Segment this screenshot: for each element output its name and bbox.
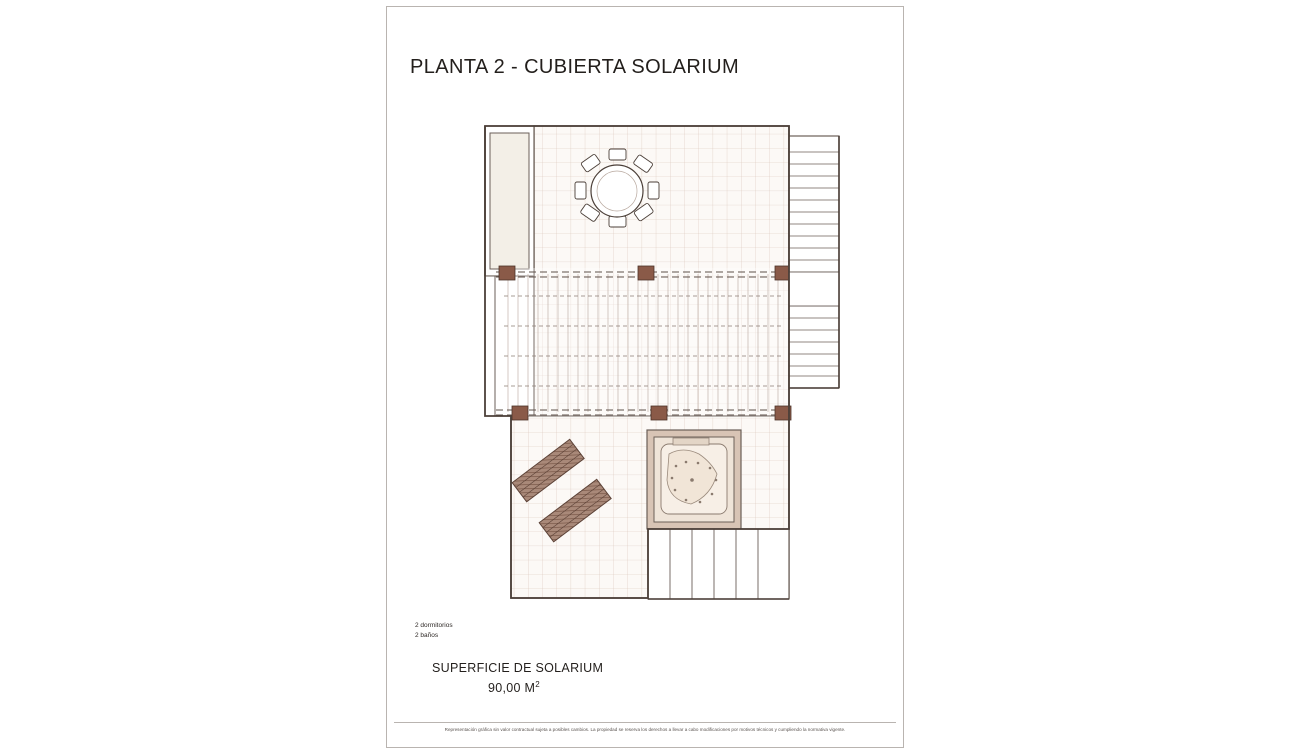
disclaimer-text: Representación gráfica sin valor contractual sujeta a posibles cambios. La propiedad se reserva los derechos a llevar a cabo modificaciones por motivos técnicos y cumpliendo la normativa vigente. (444, 727, 846, 732)
area-value (488, 680, 540, 695)
page-title: PLANTA 2 - CUBIERTA SOLARIUM (410, 56, 740, 78)
floorplan-drawing (386, 6, 904, 748)
pergola (496, 266, 791, 420)
railing (648, 529, 789, 599)
area-value-exponent: 2 (535, 680, 541, 689)
spec-bedrooms: 2 dormitorios (415, 622, 453, 629)
planter-box (485, 126, 534, 276)
footer-divider (394, 722, 896, 723)
left-parapet (485, 276, 495, 416)
staircase (789, 136, 839, 388)
jacuzzi (647, 430, 741, 529)
area-value-number: 90,00 M (488, 681, 536, 696)
unit-specs (415, 621, 453, 640)
area-label: SUPERFICIE DE SOLARIUM (432, 661, 604, 675)
spec-bathrooms: 2 baños (415, 631, 439, 639)
